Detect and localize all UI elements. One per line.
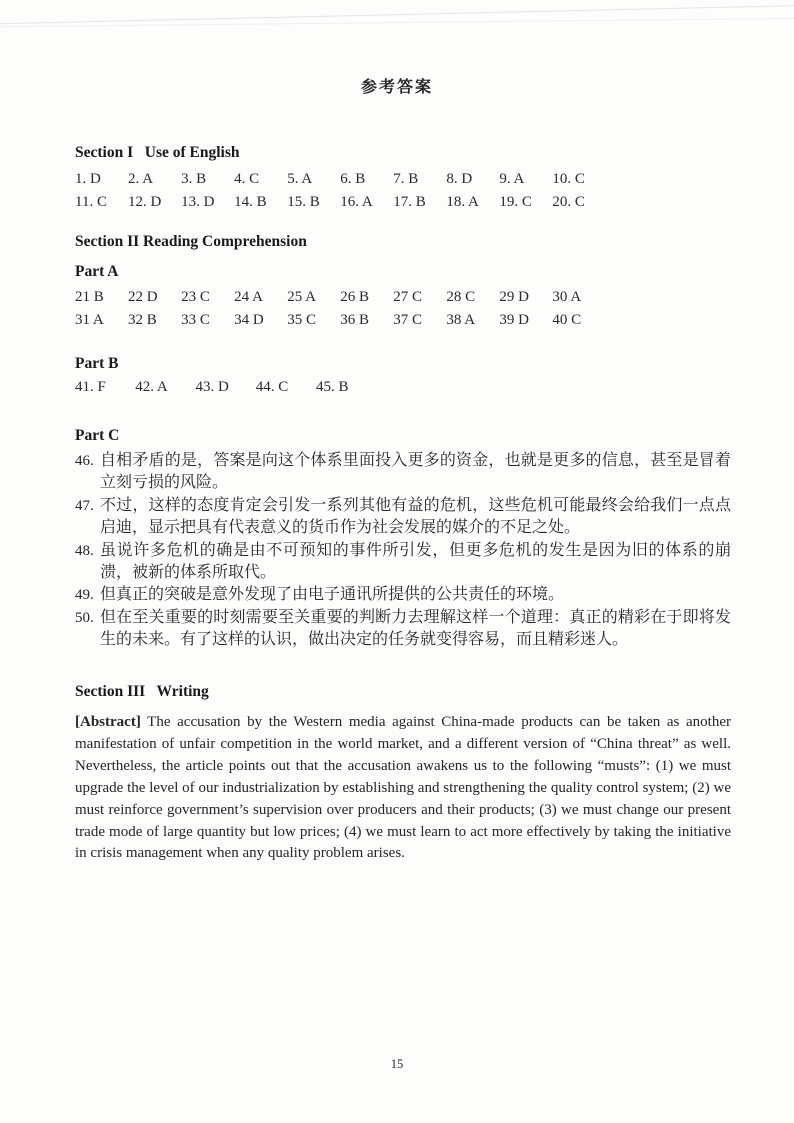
answer-item: 26 B (340, 289, 369, 305)
item-number: 50. (75, 609, 94, 626)
answer-item: 12. D (128, 194, 162, 210)
abstract-paragraph (75, 712, 731, 865)
answer-item: 39 D (499, 312, 529, 328)
answer-item: 37 C (393, 312, 423, 328)
answer-item: 4. C (234, 171, 260, 187)
answer-item: 25 A (287, 289, 316, 305)
answer-item: 7. B (393, 171, 419, 187)
answer-item: 41. F (75, 379, 106, 395)
answer-item: 40 C (552, 312, 582, 328)
part-b-label: Part B (75, 355, 119, 372)
translation-text: 不过，这样的态度肯定会引发一系列其他有益的危机，这些危机可能最终会给我们一点点启迪，显示把具有代表意义的货币作为社会发展的媒介的不足之处。 (100, 496, 731, 537)
answer-item: 23 C (181, 289, 210, 305)
answer-item: 28 C (446, 289, 476, 305)
item-number: 48. (75, 542, 94, 559)
page-title: 参考答案 (360, 79, 433, 96)
scan-artifact-line (0, 18, 794, 28)
part-a-answers (75, 286, 602, 332)
answer-item: 31 A (75, 312, 104, 328)
translation-item (75, 540, 731, 585)
abstract-text: The accusation by the Western media against China-made products can be taken as another manifestation of unfair competition in the world market, and a different version of “China threat” as well. Nevertheless, the article points out that the accusation awakens us to the following “musts”: (1) we must upgrade the level of our industrialization by establishing and strengthening the quality control system; (2) we must reinforce government’s supervision over producers and their products; (3) we must change our present trade mode of large quantity but low prices; (4) we must learn to act more effectively by taking the initiative in crisis management when any quality problem arises. (75, 714, 731, 862)
part-c-translations (75, 450, 731, 652)
answer-item: 1. D (75, 171, 101, 187)
answer-item: 13. D (181, 194, 215, 210)
answer-item: 27 C (393, 289, 423, 305)
part-b-answers (75, 376, 373, 399)
section-1-answers (75, 168, 602, 214)
answer-item: 32 B (128, 312, 157, 328)
answer-item: 18. A (446, 194, 479, 210)
answer-item: 38 A (446, 312, 476, 328)
section-3-heading: Section III Writing (75, 683, 209, 700)
part-a-label: Part A (75, 263, 119, 280)
answer-item: 2. A (128, 171, 154, 187)
answer-item: 9. A (499, 171, 525, 187)
item-number: 47. (75, 497, 94, 514)
translation-text: 自相矛盾的是，答案是向这个体系里面投入更多的资金，也就是更多的信息，甚至是冒着立刻亏损的风险。 (100, 452, 731, 492)
answer-item: 24 A (234, 289, 263, 305)
part-c-label: Part C (75, 427, 120, 444)
answer-item: 21 B (75, 289, 104, 305)
translation-item (75, 450, 731, 495)
answer-row (75, 309, 602, 332)
answer-item: 36 B (340, 312, 369, 328)
answer-item: 43. D (195, 379, 229, 395)
answer-row (75, 376, 373, 399)
answer-item: 34 D (234, 312, 264, 328)
answer-row (75, 168, 602, 191)
answer-item: 29 D (499, 289, 529, 305)
answer-item: 42. A (135, 379, 168, 395)
answer-item: 5. A (287, 171, 313, 187)
answer-row (75, 191, 602, 214)
answer-item: 33 C (181, 312, 210, 328)
answer-item: 20. C (552, 194, 585, 210)
section-2-heading: Section II Reading Comprehension (75, 233, 307, 250)
answer-item: 14. B (234, 194, 267, 210)
page-number: 15 (390, 1057, 404, 1071)
translation-text: 但在至关重要的时刻需要至关重要的判断力去理解这样一个道理：真正的精彩在于即将发生的未来。有了这样的认识，做出决定的任务就变得容易，而且精彩迷人。 (100, 608, 731, 649)
answer-item: 17. B (393, 194, 426, 210)
translation-text: 但真正的突破是意外发现了由电子通讯所提供的公共责任的环境。 (100, 586, 565, 604)
translation-item (75, 584, 731, 606)
answer-item: 30 A (552, 289, 582, 305)
answer-item: 45. B (316, 379, 349, 395)
answer-item: 35 C (287, 312, 316, 328)
item-number: 49. (75, 587, 94, 604)
translation-item (75, 495, 731, 540)
answer-item: 22 D (128, 289, 158, 305)
answer-item: 6. B (340, 171, 366, 187)
answer-item: 10. C (552, 171, 585, 187)
item-number: 46. (75, 453, 94, 469)
answer-item: 3. B (181, 171, 207, 187)
answer-item: 19. C (499, 194, 532, 210)
section-1-heading: Section I Use of English (75, 144, 240, 161)
translation-item (75, 607, 731, 652)
answer-item: 11. C (75, 194, 107, 210)
answer-item: 8. D (446, 171, 473, 187)
answer-item: 15. B (287, 194, 320, 210)
answer-item: 44. C (255, 379, 289, 395)
answer-item: 16. A (340, 194, 373, 210)
answer-row (75, 286, 602, 309)
abstract-label: [Abstract] (75, 714, 141, 730)
translation-text: 虽说许多危机的确是由不可预知的事件所引发，但更多危机的发生是因为旧的体系的崩溃，被新的体系所取代。 (100, 541, 731, 582)
scan-artifact-line (0, 4, 794, 24)
